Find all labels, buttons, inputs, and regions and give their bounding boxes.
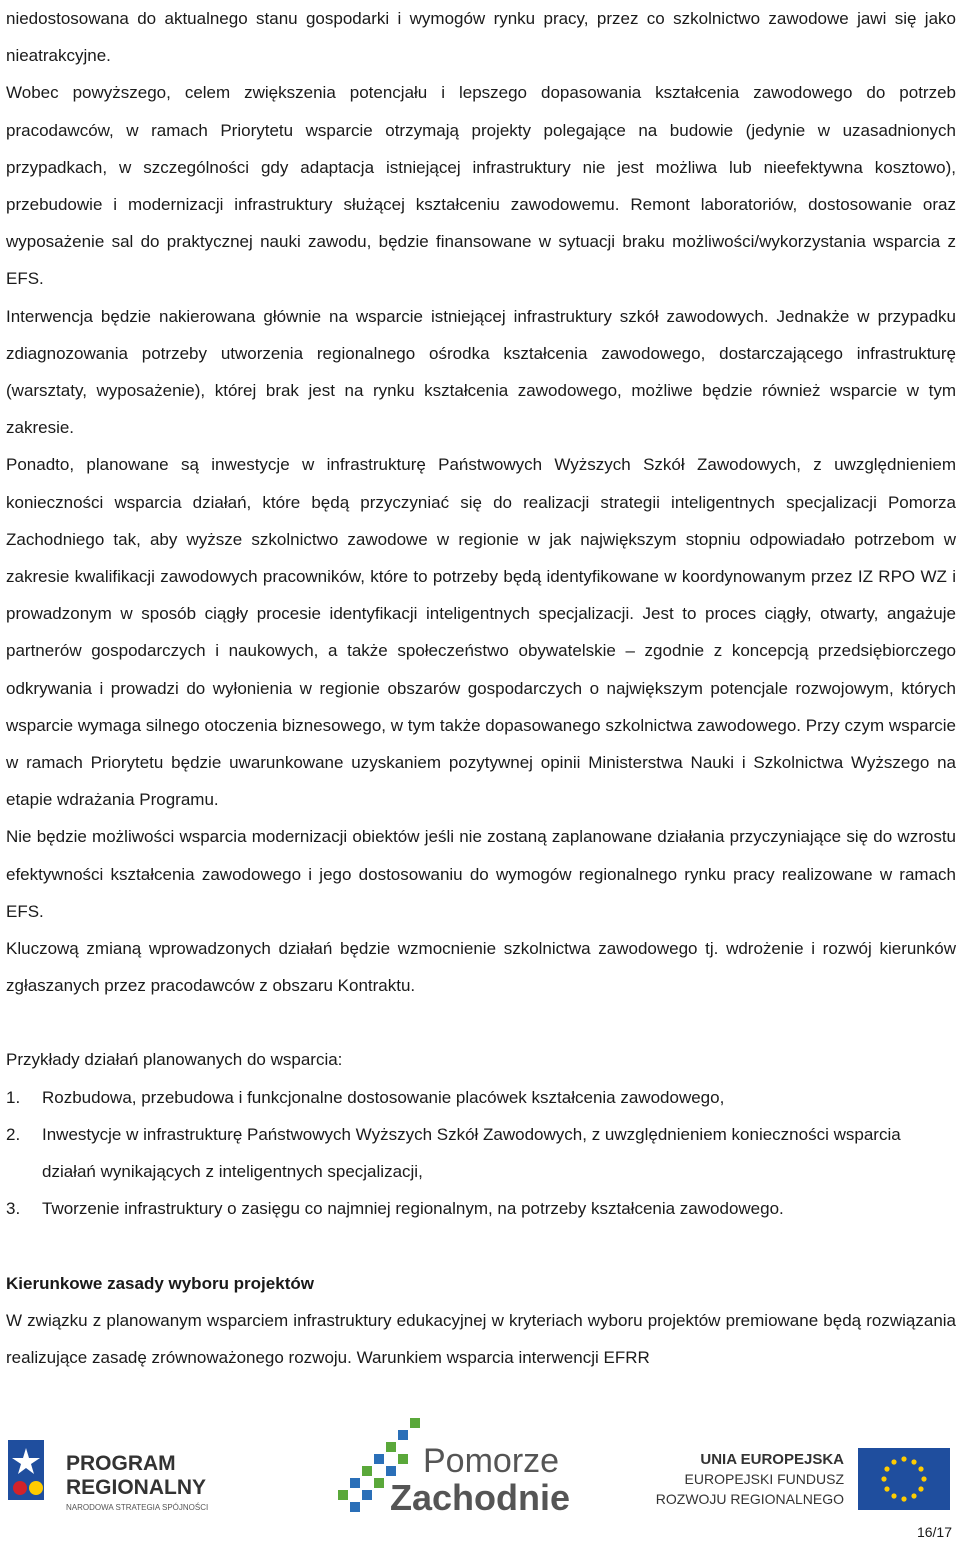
- logo-text: UNIA EUROPEJSKA: [700, 1451, 844, 1468]
- examples-list: [6, 1079, 956, 1228]
- logo-dot: [29, 1481, 43, 1495]
- list-item: [6, 1116, 956, 1190]
- logo-text: REGIONALNY: [66, 1476, 207, 1499]
- list-number: 2.: [6, 1124, 21, 1144]
- paragraph: Interwencja będzie nakierowana głównie na wsparcie istniejącej infrastruktury szkół zawodowych. Jednakże w przypadku zdiagnozowania potrzeby utworzenia regionalnego ośrodka kształcenia zawodowego, dostarczającego infrastrukturę (warsztaty, wyposażenie), której brak jest na rynku kształcenia zawodowego, możliwe będzie również wsparcie w tym zakresie.: [6, 306, 956, 438]
- footer: [0, 1408, 960, 1546]
- paragraph: Ponadto, planowane są inwestycje w infrastrukturę Państwowych Wyższych Szkół Zawodowych, z uwzględnieniem konieczności wsparcia działań, które będą przyczyniać się do realizacji strategii inteligentnych specjalizacji Pomorza Zachodniego tak, aby wyższe szkolnictwo zawodowe w regionie w jak największym stopniu odpowiadało potrzebom w zakresie kwalifikacji zawodowych pracowników, które to potrzeby będą identyfikowane w koordynowanym przez IZ RPO WZ i prowadzonym w sposób ciągły procesie identyfikacji inteligentnych specjalizacji. Jest to proces ciągły, otwarty, angażuje partnerów gospodarczych i naukowych, a także społeczeństwo obywatelskie – zgodnie z koncepcją przedsiębiorczego odkrywania i prowadzi do wyłonienia w regionie obszarów gospodarczych o największym potencjale rozwojowym, których wsparcie wymaga silnego otoczenia biznesowego, w tym także dopasowanego szkolnictwa zawodowego. Przy czym wsparcie w ramach Priorytetu będzie uwarunkowane uzyskaniem pozytywnej opinii Ministerstwa Nauki i Szkolnictwa Wyższego na etapie wdrażania Programu.: [6, 455, 956, 810]
- section-heading: Kierunkowe zasady wyboru projektów: [6, 1273, 314, 1293]
- list-item-text: Inwestycje w infrastrukturę Państwowych Wyższych Szkół Zawodowych, z uwzględnieniem konieczności wsparcia działań wynikających z inteligentnych specjalizacji,: [42, 1124, 901, 1182]
- list-number: 3.: [6, 1199, 21, 1219]
- logo-text: EUROPEJSKI FUNDUSZ: [684, 1471, 844, 1487]
- paragraph: niedostosowana do aktualnego stanu gospodarki i wymogów rynku pracy, przez co szkolnictwo zawodowe jawi się jako nieatrakcyjne.: [6, 9, 956, 66]
- list-item: [6, 1190, 956, 1227]
- logo-text: Pomorze: [423, 1442, 560, 1480]
- examples-intro: Przykłady działań planowanych do wsparcia:: [6, 1050, 343, 1070]
- document-body: [6, 0, 956, 1376]
- spacer: [6, 1228, 956, 1265]
- list-item-text: Tworzenie infrastruktury o zasięgu co najmniej regionalnym, na potrzeby kształcenia zawodowego.: [42, 1199, 784, 1219]
- page-number: 16/17: [916, 1524, 952, 1540]
- logo-dot: [13, 1481, 27, 1495]
- list-item-text: Rozbudowa, przebudowa i funkcjonalne dostosowanie placówek kształcenia zawodowego,: [42, 1087, 725, 1107]
- list-number: 1.: [6, 1087, 21, 1107]
- paragraph: Nie będzie możliwości wsparcia modernizacji obiektów jeśli nie zostaną zaplanowane działania przyczyniające się do wzrostu efektywności kształcenia zawodowego i jego dostosowaniu do wymogów regionalnego rynku pracy realizowane w ramach EFS.: [6, 827, 956, 921]
- logo-text: NARODOWA STRATEGIA SPÓJNOŚCI: [66, 1503, 209, 1512]
- logo-text: Zachodnie: [390, 1477, 571, 1518]
- eu-logo: [648, 1444, 954, 1516]
- paragraph: Wobec powyższego, celem zwiększenia potencjału i lepszego dopasowania kształcenia zawodowego do potrzeb pracodawców, w ramach Priorytetu wsparcie otrzymają projekty polegające na budowie (jedynie w uzasadnionych przypadkach, w szczególności gdy adaptacja istniejącej infrastruktury nie jest możliwa lub nieefektywna kosztowo), przebudowie i modernizacji infrastruktury służącej kształceniu zawodowemu. Remont laboratoriów, dostosowanie oraz wyposażenie sal do praktycznej nauki zawodu, będzie finansowane w sytuacji braku możliwości/wykorzystania wsparcia z EFS.: [6, 83, 956, 289]
- paragraph: W związku z planowanym wsparciem infrastruktury edukacyjnej w kryteriach wyboru projektów premiowane będą rozwiązania realizujące zasadę zrównoważonego rozwoju. Warunkiem wsparcia interwencji EFRR: [6, 1310, 956, 1367]
- list-item: [6, 1079, 956, 1116]
- program-regionalny-logo: [4, 1430, 254, 1520]
- paragraph: Kluczową zmianą wprowadzonych działań będzie wzmocnienie szkolnictwa zawodowego tj. wdrożenie i rozwój kierunków zgłaszanych przez pracodawców z obszaru Kontraktu.: [6, 939, 956, 996]
- logo-text: ROZWOJU REGIONALNEGO: [655, 1491, 844, 1507]
- logo-text: PROGRAM: [66, 1452, 176, 1475]
- pomorze-zachodnie-logo: [318, 1410, 573, 1525]
- spacer: [6, 1004, 956, 1041]
